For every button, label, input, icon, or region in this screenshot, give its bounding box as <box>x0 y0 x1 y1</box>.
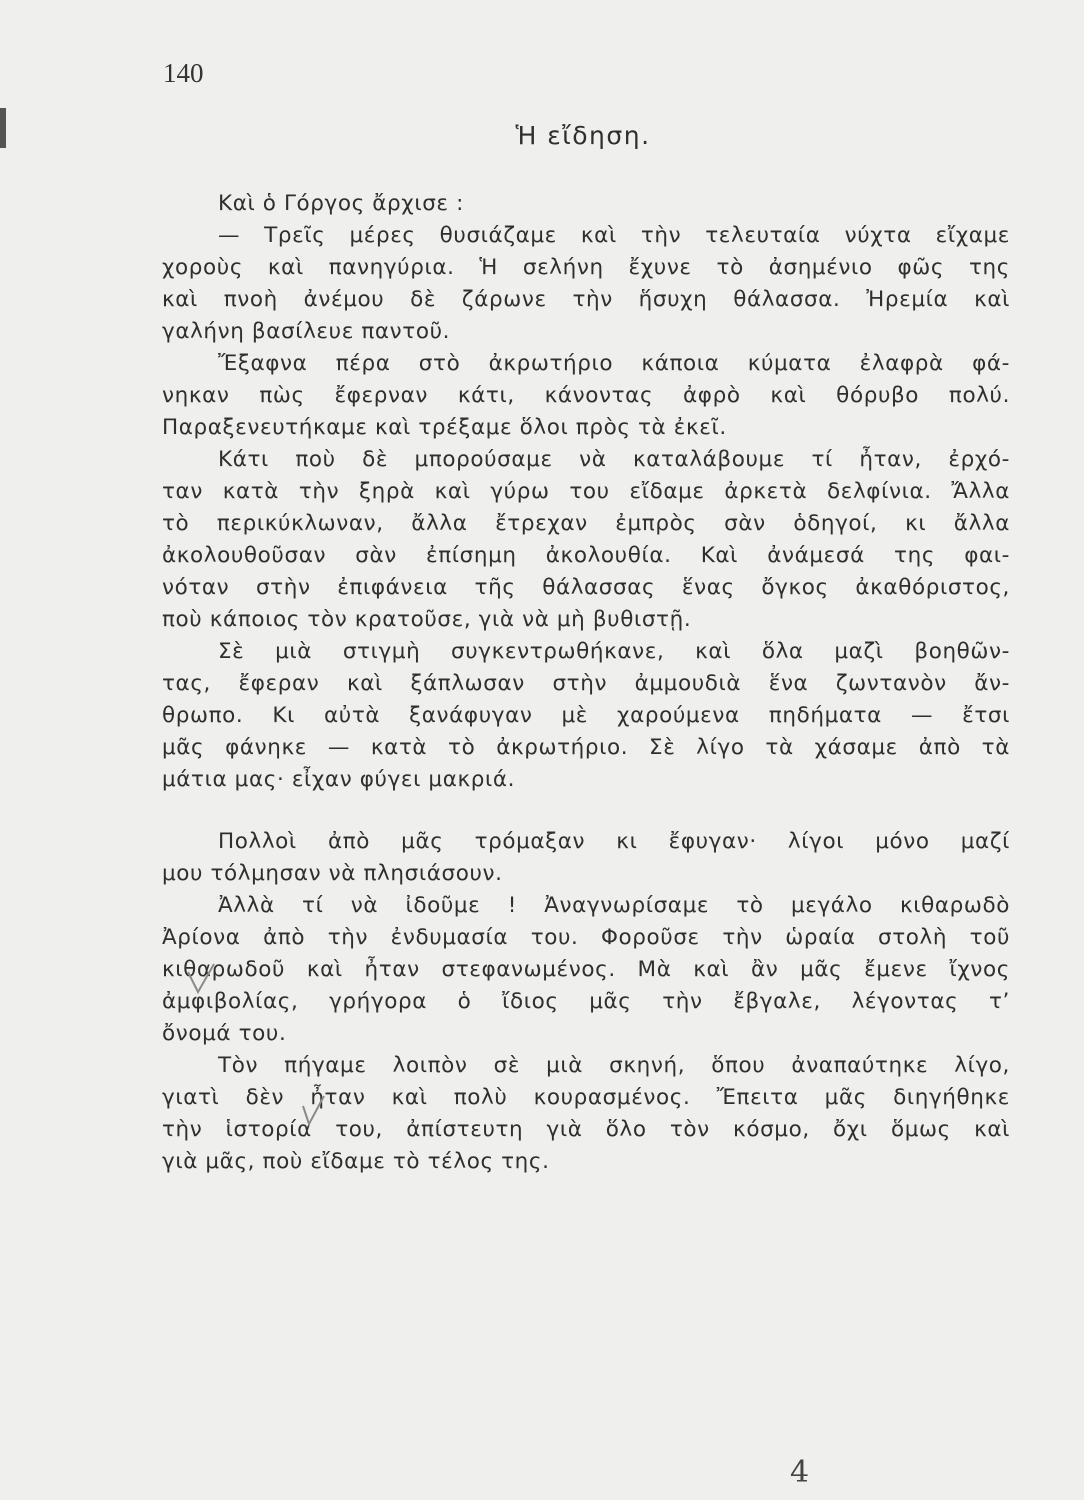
text-line: Παραξενευτήκαμε καὶ τρέξαμε ὅλοι πρὸς τὰ ἐκεῖ. <box>162 415 727 440</box>
text-line: Σὲ μιὰ στιγμὴ συγκεντρωθήκανε, καὶ ὅλα μαζὶ βοηθῶν- <box>218 639 1010 664</box>
text-line: ἀκολουθοῦσαν σὰν ἐπίσημη ἀκολουθία. Καὶ ἀνάμεσά της φαι- <box>162 543 1010 568</box>
text-line: γιατὶ δὲν ἦταν καὶ πολὺ κουρασμένος. Ἔπειτα μᾶς διηγήθηκε <box>162 1085 1010 1110</box>
text-line: Ἀρίονα ἀπὸ τὴν ἐνδυμασία του. Φοροῦσε τὴν ὡραία στολὴ τοῦ <box>162 925 1010 950</box>
text-line: θρωπο. Κι αὐτὰ ξανάφυγαν μὲ χαρούμενα πηδήματα — ἔτσι <box>162 703 1010 728</box>
text-line: καὶ πνοὴ ἀνέμου δὲ ζάρωνε τὴν ἥσυχη θάλασσα. Ἠρεμία καὶ <box>162 287 1010 312</box>
checkmark-annotation-icon <box>186 962 216 996</box>
text-line: νόταν στὴν ἐπιφάνεια τῆς θάλασσας ἕνας ὄγκος ἀκαθόριστος, <box>162 575 1010 600</box>
page-number: 140 <box>163 58 204 88</box>
text-line: ὄνομά του. <box>162 1021 287 1046</box>
text-line: χοροὺς καὶ πανηγύρια. Ἡ σελήνη ἔχυνε τὸ ἀσημένιο φῶς της <box>162 255 1010 280</box>
text-line: τὸ περικύκλωναν, ἄλλα ἔτρεχαν ἐμπρὸς σὰν ὁδηγοί, κι ἄλλα <box>162 511 1010 536</box>
pencil-mark: 4 <box>790 1455 810 1490</box>
chapter-title: Ἡ εἴδηση. <box>515 121 651 150</box>
text-line: Πολλοὶ ἀπὸ μᾶς τρόμαξαν κι ἔφυγαν· λίγοι μόνο μαζί <box>218 829 1010 854</box>
text-line: Κάτι ποὺ δὲ μπορούσαμε νὰ καταλάβουμε τί ἦταν, ἐρχό- <box>218 447 1010 472</box>
text-line: μου τόλμησαν νὰ πλησιάσουν. <box>162 861 503 886</box>
text-line: — Τρεῖς μέρες θυσιάζαμε καὶ τὴν τελευταία νύχτα εἴχαμε <box>218 223 1010 248</box>
text-line: ποὺ κάποιος τὸν κρατοῦσε, γιὰ νὰ μὴ βυθιστῇ. <box>162 607 692 632</box>
text-line: Καὶ ὁ Γόργος ἄρχισε : <box>218 191 464 216</box>
text-line: ταν κατὰ τὴν ξηρὰ καὶ γύρω του εἴδαμε ἀρκετὰ δελφίνια. Ἄλλα <box>162 479 1010 504</box>
text-line: κιθαρωδοῦ καὶ ἦταν στεφανωμένος. Μὰ καὶ ἂν μᾶς ἔμενε ἴχνος <box>162 957 1010 982</box>
text-line: τας, ἔφεραν καὶ ξάπλωσαν στὴν ἀμμουδιὰ ἕνα ζωντανὸν ἄν- <box>162 671 1010 696</box>
text-line: νηκαν πὼς ἔφερναν κάτι, κάνοντας ἀφρὸ καὶ θόρυβο πολύ. <box>162 383 1010 408</box>
text-line: μάτια μας· εἶχαν φύγει μακριά. <box>162 767 516 792</box>
checkmark-annotation-icon <box>300 1094 326 1128</box>
text-line: μᾶς φάνηκε — κατὰ τὸ ἀκρωτήριο. Σὲ λίγο τὰ χάσαμε ἀπὸ τὰ <box>162 735 1010 760</box>
text-line: γαλήνη βασίλευε παντοῦ. <box>162 319 451 344</box>
body-text <box>162 188 1010 1178</box>
text-line: Ἔξαφνα πέρα στὸ ἀκρωτήριο κάποια κύματα ἐλαφρὰ φά- <box>218 351 1010 376</box>
text-line: γιὰ μᾶς, ποὺ εἴδαμε τὸ τέλος της. <box>162 1149 550 1174</box>
text-line: Ἀλλὰ τί νὰ ἰδοῦμε ! Ἀναγνωρίσαμε τὸ μεγάλο κιθαρωδὸ <box>218 893 1010 918</box>
text-line: τὴν ἱστορία του, ἀπίστευτη γιὰ ὅλο τὸν κόσμο, ὄχι ὅμως καὶ <box>162 1117 1010 1142</box>
text-line: ἀμφιβολίας, γρήγορα ὁ ἴδιος μᾶς τὴν ἔβγαλε, λέγοντας τ’ <box>162 989 1010 1014</box>
text-line: Τὸν πήγαμε λοιπὸν σὲ μιὰ σκηνή, ὅπου ἀναπαύτηκε λίγο, <box>218 1053 1010 1078</box>
